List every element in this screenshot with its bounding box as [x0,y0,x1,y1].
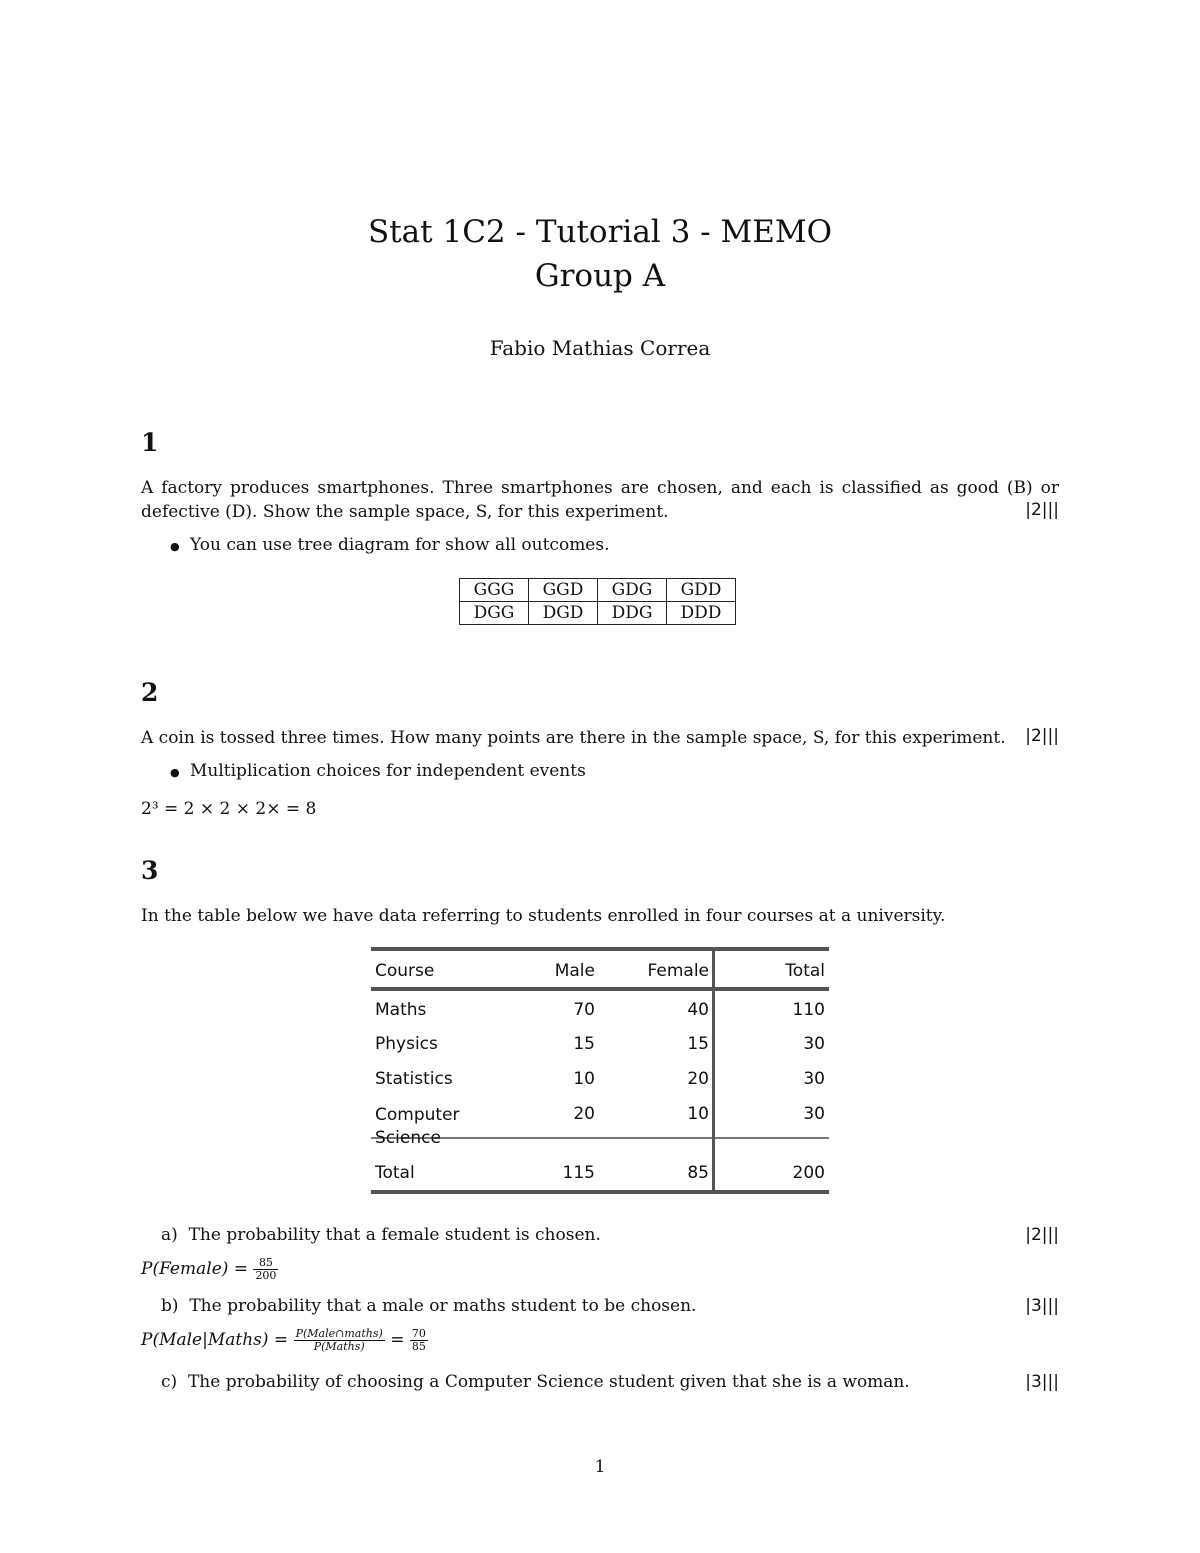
question-1-marks: |2||| [1025,500,1059,520]
table-header-female: Female [647,961,709,981]
outcome-cell: GGG [460,579,529,602]
part-b-equals: = [390,1330,405,1350]
document-subtitle: Group A [534,258,666,294]
part-a-answer [141,1257,278,1282]
table-cell-male: 15 [573,1034,595,1054]
table-cell-male: 10 [573,1069,595,1089]
table-total-label: Total [375,1163,415,1183]
question-2-text: A coin is tossed three times. How many points are there in the sample space, S, for this experiment. [141,728,1006,748]
table-cell-total: 110 [792,1000,825,1020]
table-cell-total: 30 [803,1034,825,1054]
author-name: Fabio Mathias Correa [489,336,711,360]
part-b-answer [141,1328,428,1353]
table-cell-course: Statistics [375,1069,453,1089]
table-cell-female: 20 [687,1069,709,1089]
fraction-numerator: P(Male∩maths) [295,1327,383,1340]
outcome-cell: DDD [667,602,736,625]
table-top-rule [371,947,829,951]
fraction-denominator: P(Maths) [313,1340,365,1353]
part-a-label: a) [161,1225,178,1245]
sample-space-table [459,578,736,625]
part-b [161,1296,696,1316]
question-2-bullet-text: Multiplication choices for independent events [190,761,586,781]
outcome-cell: DGD [529,602,598,625]
fraction-denominator: 200 [255,1269,277,1282]
part-b-label: b) [161,1296,179,1316]
part-b-marks: |3||| [1025,1296,1059,1316]
part-c-text: The probability of choosing a Computer Science student given that she is a woman. [187,1372,910,1392]
question-3-intro: In the table below we have data referring to students enrolled in four courses at a university. [141,906,946,926]
outcome-cell: GDG [598,579,667,602]
question-3-number: 3 [141,856,159,885]
part-a-answer-lhs: P(Female) = [141,1259,249,1279]
table-cell-male: 20 [573,1104,595,1124]
table-row [460,602,736,625]
part-b-fraction [294,1328,385,1353]
table-header-male: Male [554,961,595,981]
part-c-label: c) [161,1372,178,1392]
table-cell-course: Computer Science [375,1105,460,1148]
part-a-text: The probability that a female student is chosen. [188,1225,601,1245]
table-cell-total: 30 [803,1069,825,1089]
part-c [161,1372,910,1392]
question-2-number: 2 [141,678,159,707]
table-cell-male: 70 [573,1000,595,1020]
page-number: 1 [594,1457,606,1477]
bullet-icon: ● [170,540,180,553]
part-a-fraction [253,1257,278,1282]
table-header-course: Course [375,961,435,981]
outcome-cell: GGD [529,579,598,602]
question-2-bullet [170,761,586,781]
table-bottom-rule [371,1190,829,1194]
part-b-text: The probability that a male or maths student to be chosen. [189,1296,697,1316]
table-cell-female: 40 [687,1000,709,1020]
table-row [460,579,736,602]
outcome-cell: GDD [667,579,736,602]
fraction-numerator: 70 [411,1327,426,1340]
table-cell-female: 15 [687,1034,709,1054]
part-b-fraction-result [410,1328,428,1353]
question-1-text-line1: A factory produces smartphones. Three smartphones are chosen, and each is classified as good (B) or [141,478,1059,498]
table-total-male: 115 [562,1163,595,1183]
outcome-cell: DDG [598,602,667,625]
fraction-numerator: 85 [253,1257,278,1270]
question-2-marks: |2||| [1025,726,1059,746]
question-1-bullet [170,535,610,555]
question-1-text-line2: defective (D). Show the sample space, S, for this experiment. [141,502,669,522]
table-cell-course: Maths [375,1000,427,1020]
part-a-marks: |2||| [1025,1225,1059,1245]
table-header-rule [371,987,829,991]
table-cell-total: 30 [803,1104,825,1124]
table-cell-course: Physics [375,1034,438,1054]
question-1-number: 1 [141,428,159,457]
part-a [161,1225,601,1245]
question-2-formula: 2³ = 2 × 2 × 2× = 8 [141,799,317,819]
fraction-denominator: 85 [411,1340,426,1353]
table-cell-female: 10 [687,1104,709,1124]
document-title: Stat 1C2 - Tutorial 3 - MEMO [367,214,833,250]
table-vertical-rule [712,947,715,1194]
table-header-total: Total [785,961,825,981]
part-c-marks: |3||| [1025,1372,1059,1392]
table-total-female: 85 [687,1163,709,1183]
question-1-bullet-text: You can use tree diagram for show all outcomes. [190,535,610,555]
outcome-cell: DGG [460,602,529,625]
part-b-answer-lhs: P(Male|Maths) = [141,1330,289,1350]
bullet-icon: ● [170,766,180,779]
table-total-total: 200 [792,1163,825,1183]
